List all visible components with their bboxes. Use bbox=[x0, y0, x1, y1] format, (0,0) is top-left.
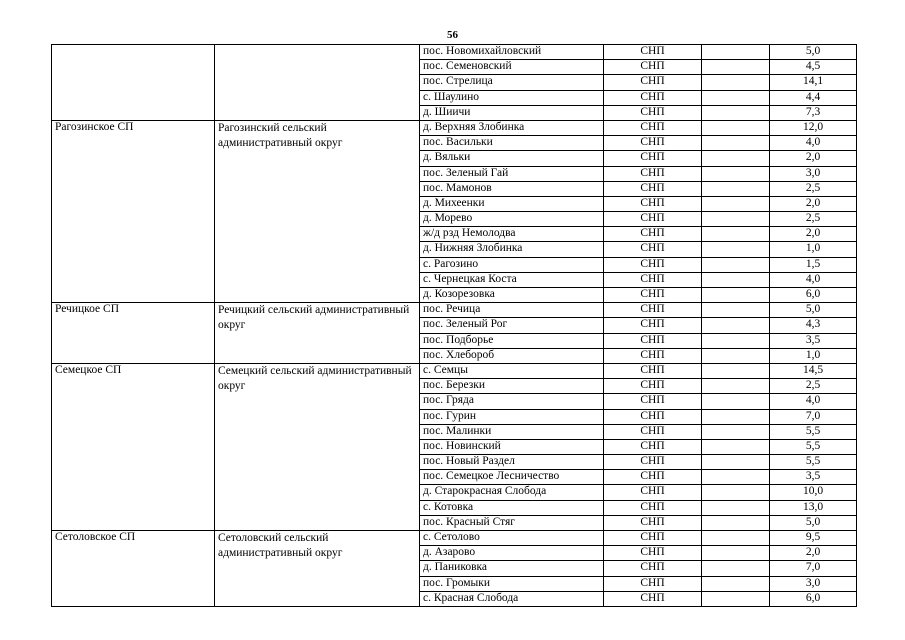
settlement-value-cell: 4,5 bbox=[770, 60, 857, 75]
settlement-value-cell: 1,0 bbox=[770, 242, 857, 257]
settlement-type-cell: СНП bbox=[604, 424, 702, 439]
settlement-type-cell: СНП bbox=[604, 561, 702, 576]
settlement-name-cell: д. Вяльки bbox=[420, 151, 604, 166]
empty-cell bbox=[702, 318, 770, 333]
settlement-name-cell: пос. Стрелица bbox=[420, 75, 604, 90]
okrug-cell: Рагозинский сельский административный округ bbox=[215, 120, 420, 302]
empty-cell bbox=[702, 227, 770, 242]
settlement-type-cell: СНП bbox=[604, 348, 702, 363]
settlement-name-cell: пос. Гурин bbox=[420, 409, 604, 424]
district-cell: Сетоловское СП bbox=[52, 531, 215, 607]
empty-cell bbox=[702, 515, 770, 530]
settlement-value-cell: 4,4 bbox=[770, 90, 857, 105]
settlement-value-cell: 1,0 bbox=[770, 348, 857, 363]
settlement-value-cell: 7,0 bbox=[770, 561, 857, 576]
okrug-cell: Сетоловский сельский административный округ bbox=[215, 531, 420, 607]
settlement-type-cell: СНП bbox=[604, 257, 702, 272]
settlement-value-cell: 2,0 bbox=[770, 196, 857, 211]
empty-cell bbox=[702, 242, 770, 257]
table-row bbox=[52, 363, 857, 378]
settlement-name-cell: пос. Гряда bbox=[420, 394, 604, 409]
empty-cell bbox=[702, 424, 770, 439]
empty-cell bbox=[702, 303, 770, 318]
empty-cell bbox=[702, 60, 770, 75]
district-cell bbox=[52, 45, 215, 121]
settlement-value-cell: 4,0 bbox=[770, 394, 857, 409]
okrug-cell: Семецкий сельский административный округ bbox=[215, 363, 420, 530]
settlement-name-cell: д. Старокрасная Слобода bbox=[420, 485, 604, 500]
settlement-name-cell: д. Нижняя Злобинка bbox=[420, 242, 604, 257]
empty-cell bbox=[702, 348, 770, 363]
empty-cell bbox=[702, 363, 770, 378]
settlement-value-cell: 2,0 bbox=[770, 227, 857, 242]
district-cell: Семецкое СП bbox=[52, 363, 215, 530]
settlement-value-cell: 4,0 bbox=[770, 136, 857, 151]
settlement-type-cell: СНП bbox=[604, 439, 702, 454]
settlement-name-cell: с. Котовка bbox=[420, 500, 604, 515]
settlement-type-cell: СНП bbox=[604, 303, 702, 318]
settlement-type-cell: СНП bbox=[604, 515, 702, 530]
empty-cell bbox=[702, 136, 770, 151]
settlement-name-cell: пос. Подборье bbox=[420, 333, 604, 348]
district-cell: Речицкое СП bbox=[52, 303, 215, 364]
settlement-name-cell: пос. Васильки bbox=[420, 136, 604, 151]
settlement-name-cell: д. Верхняя Злобинка bbox=[420, 120, 604, 135]
settlement-name-cell: пос. Березки bbox=[420, 379, 604, 394]
settlement-type-cell: СНП bbox=[604, 196, 702, 211]
settlement-value-cell: 5,0 bbox=[770, 303, 857, 318]
settlement-type-cell: СНП bbox=[604, 318, 702, 333]
settlement-value-cell: 14,5 bbox=[770, 363, 857, 378]
empty-cell bbox=[702, 288, 770, 303]
settlement-value-cell: 5,5 bbox=[770, 424, 857, 439]
settlement-type-cell: СНП bbox=[604, 591, 702, 606]
okrug-cell: Речицкий сельский административный округ bbox=[215, 303, 420, 364]
empty-cell bbox=[702, 500, 770, 515]
settlement-name-cell: с. Шаулино bbox=[420, 90, 604, 105]
settlement-type-cell: СНП bbox=[604, 409, 702, 424]
settlement-value-cell: 7,0 bbox=[770, 409, 857, 424]
settlement-name-cell: пос. Зеленый Гай bbox=[420, 166, 604, 181]
empty-cell bbox=[702, 333, 770, 348]
settlement-name-cell: пос. Новомихайловский bbox=[420, 45, 604, 60]
settlement-name-cell: пос. Зеленый Рог bbox=[420, 318, 604, 333]
settlement-name-cell: д. Михеенки bbox=[420, 196, 604, 211]
settlement-type-cell: СНП bbox=[604, 333, 702, 348]
settlement-type-cell: СНП bbox=[604, 181, 702, 196]
settlement-name-cell: пос. Новинский bbox=[420, 439, 604, 454]
empty-cell bbox=[702, 561, 770, 576]
empty-cell bbox=[702, 394, 770, 409]
settlement-type-cell: СНП bbox=[604, 394, 702, 409]
settlement-name-cell: пос. Громыки bbox=[420, 576, 604, 591]
settlement-value-cell: 4,3 bbox=[770, 318, 857, 333]
empty-cell bbox=[702, 75, 770, 90]
table-row bbox=[52, 45, 857, 60]
settlement-type-cell: СНП bbox=[604, 288, 702, 303]
empty-cell bbox=[702, 546, 770, 561]
settlement-type-cell: СНП bbox=[604, 60, 702, 75]
empty-cell bbox=[702, 90, 770, 105]
settlement-name-cell: пос. Мамонов bbox=[420, 181, 604, 196]
settlement-value-cell: 1,5 bbox=[770, 257, 857, 272]
settlement-type-cell: СНП bbox=[604, 120, 702, 135]
settlement-name-cell: пос. Семеновский bbox=[420, 60, 604, 75]
settlement-value-cell: 6,0 bbox=[770, 288, 857, 303]
empty-cell bbox=[702, 166, 770, 181]
empty-cell bbox=[702, 379, 770, 394]
settlement-type-cell: СНП bbox=[604, 151, 702, 166]
settlement-value-cell: 5,0 bbox=[770, 45, 857, 60]
empty-cell bbox=[702, 212, 770, 227]
settlement-value-cell: 5,5 bbox=[770, 455, 857, 470]
settlement-value-cell: 5,5 bbox=[770, 439, 857, 454]
settlement-type-cell: СНП bbox=[604, 166, 702, 181]
settlements-table bbox=[51, 44, 857, 607]
settlement-name-cell: с. Красная Слобода bbox=[420, 591, 604, 606]
table-row bbox=[52, 120, 857, 135]
settlement-type-cell: СНП bbox=[604, 272, 702, 287]
empty-cell bbox=[702, 591, 770, 606]
settlement-type-cell: СНП bbox=[604, 531, 702, 546]
settlement-type-cell: СНП bbox=[604, 90, 702, 105]
settlements-table-body bbox=[52, 45, 857, 607]
settlement-name-cell: пос. Малинки bbox=[420, 424, 604, 439]
settlement-name-cell: д. Шиичи bbox=[420, 105, 604, 120]
settlement-value-cell: 10,0 bbox=[770, 485, 857, 500]
settlement-type-cell: СНП bbox=[604, 45, 702, 60]
settlement-name-cell: д. Азарово bbox=[420, 546, 604, 561]
empty-cell bbox=[702, 181, 770, 196]
settlement-value-cell: 13,0 bbox=[770, 500, 857, 515]
empty-cell bbox=[702, 105, 770, 120]
settlement-name-cell: д. Морево bbox=[420, 212, 604, 227]
settlement-value-cell: 2,0 bbox=[770, 546, 857, 561]
settlement-value-cell: 7,3 bbox=[770, 105, 857, 120]
settlement-name-cell: с. Сетолово bbox=[420, 531, 604, 546]
empty-cell bbox=[702, 45, 770, 60]
settlement-value-cell: 9,5 bbox=[770, 531, 857, 546]
settlement-type-cell: СНП bbox=[604, 379, 702, 394]
settlement-type-cell: СНП bbox=[604, 363, 702, 378]
settlement-name-cell: д. Козорезовка bbox=[420, 288, 604, 303]
settlement-value-cell: 4,0 bbox=[770, 272, 857, 287]
settlement-value-cell: 2,0 bbox=[770, 151, 857, 166]
empty-cell bbox=[702, 455, 770, 470]
empty-cell bbox=[702, 257, 770, 272]
settlement-value-cell: 2,5 bbox=[770, 379, 857, 394]
okrug-cell bbox=[215, 45, 420, 121]
page-number: 56 bbox=[447, 29, 458, 41]
settlement-type-cell: СНП bbox=[604, 500, 702, 515]
empty-cell bbox=[702, 470, 770, 485]
settlement-value-cell: 14,1 bbox=[770, 75, 857, 90]
settlement-name-cell: с. Семцы bbox=[420, 363, 604, 378]
settlement-value-cell: 3,0 bbox=[770, 576, 857, 591]
settlement-name-cell: пос. Речица bbox=[420, 303, 604, 318]
empty-cell bbox=[702, 485, 770, 500]
settlement-name-cell: с. Чернецкая Коста bbox=[420, 272, 604, 287]
settlement-value-cell: 3,0 bbox=[770, 166, 857, 181]
empty-cell bbox=[702, 531, 770, 546]
settlement-name-cell: д. Паниковка bbox=[420, 561, 604, 576]
settlement-name-cell: пос. Хлебороб bbox=[420, 348, 604, 363]
settlement-value-cell: 2,5 bbox=[770, 181, 857, 196]
settlement-value-cell: 3,5 bbox=[770, 333, 857, 348]
settlement-type-cell: СНП bbox=[604, 546, 702, 561]
settlement-type-cell: СНП bbox=[604, 576, 702, 591]
settlement-type-cell: СНП bbox=[604, 227, 702, 242]
settlement-type-cell: СНП bbox=[604, 105, 702, 120]
settlement-value-cell: 12,0 bbox=[770, 120, 857, 135]
settlement-type-cell: СНП bbox=[604, 455, 702, 470]
empty-cell bbox=[702, 439, 770, 454]
empty-cell bbox=[702, 409, 770, 424]
settlement-type-cell: СНП bbox=[604, 242, 702, 257]
settlement-value-cell: 2,5 bbox=[770, 212, 857, 227]
empty-cell bbox=[702, 151, 770, 166]
district-cell: Рагозинское СП bbox=[52, 120, 215, 302]
settlement-type-cell: СНП bbox=[604, 75, 702, 90]
empty-cell bbox=[702, 120, 770, 135]
settlement-type-cell: СНП bbox=[604, 136, 702, 151]
table-row bbox=[52, 531, 857, 546]
settlement-value-cell: 3,5 bbox=[770, 470, 857, 485]
empty-cell bbox=[702, 272, 770, 287]
settlement-name-cell: пос. Семецкое Лесничество bbox=[420, 470, 604, 485]
empty-cell bbox=[702, 196, 770, 211]
table-row bbox=[52, 303, 857, 318]
settlement-type-cell: СНП bbox=[604, 485, 702, 500]
settlement-name-cell: ж/д рзд Немолодва bbox=[420, 227, 604, 242]
settlement-type-cell: СНП bbox=[604, 212, 702, 227]
settlement-value-cell: 6,0 bbox=[770, 591, 857, 606]
settlement-name-cell: пос. Красный Стяг bbox=[420, 515, 604, 530]
settlement-name-cell: пос. Новый Раздел bbox=[420, 455, 604, 470]
empty-cell bbox=[702, 576, 770, 591]
settlement-type-cell: СНП bbox=[604, 470, 702, 485]
settlement-name-cell: с. Рагозино bbox=[420, 257, 604, 272]
settlement-value-cell: 5,0 bbox=[770, 515, 857, 530]
